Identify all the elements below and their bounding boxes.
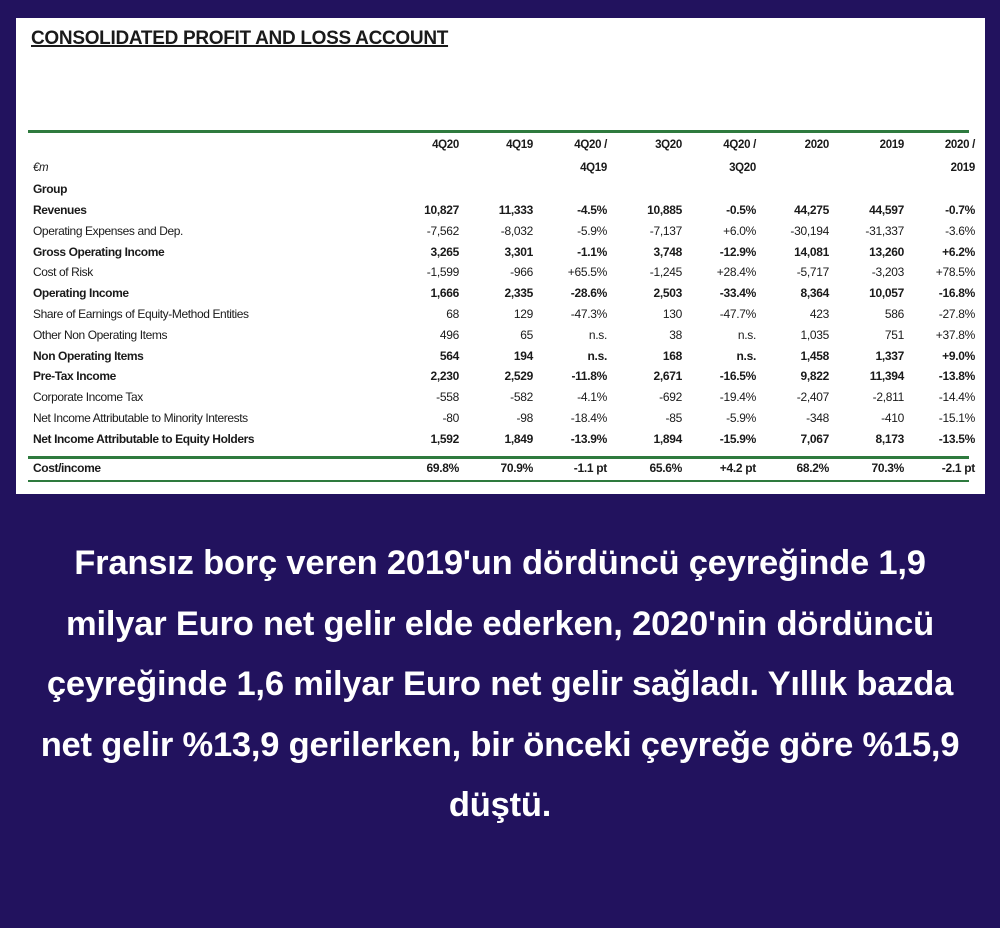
top-rule xyxy=(28,130,969,133)
col-header-4q20-3q20: 4Q20 / xyxy=(723,139,756,151)
row-label: Operating Income xyxy=(33,286,129,301)
table-cell: -31,337 xyxy=(865,223,904,238)
table-row xyxy=(28,283,975,303)
table-cell: -85 xyxy=(665,411,682,425)
table-row xyxy=(28,262,975,282)
row-label: Pre-Tax Income xyxy=(33,369,116,384)
table-cell: -8,032 xyxy=(500,223,533,238)
row-label: Net Income Attributable to Minority Interests xyxy=(33,411,248,425)
row-label: Other Non Operating Items xyxy=(33,327,168,342)
table-cell: n.s. xyxy=(588,327,607,342)
table-cell: 44,597 xyxy=(869,203,904,217)
footer-row xyxy=(28,458,975,478)
row-label: Non Operating Items xyxy=(33,348,144,363)
table-cell: 168 xyxy=(662,348,682,363)
table-cell: -13.9% xyxy=(570,431,607,446)
table-cell: 11,394 xyxy=(869,369,904,384)
row-label: Gross Operating Income xyxy=(33,244,165,259)
table-cell: -7,562 xyxy=(426,223,459,238)
table-cell: 1,458 xyxy=(800,348,829,363)
table-cell: -4.5% xyxy=(577,203,607,217)
table-cell: 7,067 xyxy=(800,431,829,446)
table-cell: -0.7% xyxy=(945,203,975,217)
col-header-3q20-sub: 3Q20 xyxy=(729,162,756,174)
table-cell: 423 xyxy=(809,307,829,321)
table-cell: 751 xyxy=(884,327,904,342)
table-cell: -28.6% xyxy=(570,286,607,301)
row-label: Cost of Risk xyxy=(33,265,93,280)
table-cell: -582 xyxy=(510,390,533,405)
column-header-row xyxy=(28,136,975,156)
row-label: Corporate Income Tax xyxy=(33,390,143,405)
table-cell: -18.4% xyxy=(570,411,607,425)
table-cell: n.s. xyxy=(736,348,756,363)
table-cell: -16.5% xyxy=(719,369,756,384)
table-cell: -2,811 xyxy=(872,390,904,405)
table-cell: -47.3% xyxy=(570,307,607,321)
col-header-4q19: 4Q19 xyxy=(506,139,533,151)
table-row xyxy=(28,325,975,345)
table-cell: -348 xyxy=(806,411,829,425)
footer-cell: 68.2% xyxy=(796,461,829,475)
table-row xyxy=(28,242,975,262)
table-cell: 1,592 xyxy=(430,431,459,446)
table-cell: 10,885 xyxy=(647,203,682,217)
table-cell: 3,301 xyxy=(504,244,533,259)
table-cell: 496 xyxy=(439,327,459,342)
table-cell: 564 xyxy=(439,348,459,363)
table-row xyxy=(28,200,975,220)
table-cell: +78.5% xyxy=(935,265,975,280)
table-row xyxy=(28,429,975,449)
table-cell: 44,275 xyxy=(794,203,829,217)
table-cell: -0.5% xyxy=(726,203,756,217)
table-cell: 65 xyxy=(520,327,533,342)
table-title: CONSOLIDATED PROFIT AND LOSS ACCOUNT xyxy=(31,28,449,49)
table-cell: -4.1% xyxy=(577,390,607,405)
table-cell: -5.9% xyxy=(726,411,756,425)
table-cell: 68 xyxy=(446,307,459,321)
footer-label: Cost/income xyxy=(33,461,101,475)
table-cell: 1,894 xyxy=(653,431,682,446)
table-cell: -3,203 xyxy=(871,265,904,280)
table-cell: -13.5% xyxy=(938,431,975,446)
footer-cell: -2.1 pt xyxy=(941,461,975,475)
table-cell: -12.9% xyxy=(719,244,756,259)
table-cell: -33.4% xyxy=(719,286,756,301)
footer-cell: 65.6% xyxy=(649,461,682,475)
table-cell: 13,260 xyxy=(869,244,904,259)
table-row xyxy=(28,408,975,428)
table-cell: 10,827 xyxy=(424,203,459,217)
table-cell: -16.8% xyxy=(938,286,975,301)
table-cell: 1,337 xyxy=(875,348,904,363)
table-cell: 10,057 xyxy=(869,286,904,301)
unit-label: €m xyxy=(33,162,49,174)
col-header-4q19-sub: 4Q19 xyxy=(580,162,607,174)
table-cell: 2,230 xyxy=(430,369,459,384)
footer-cell: +4.2 pt xyxy=(719,461,756,475)
pl-table-card xyxy=(16,18,985,494)
table-cell: 2,335 xyxy=(504,286,533,301)
table-cell: 1,849 xyxy=(504,431,533,446)
table-cell: +28.4% xyxy=(716,265,756,280)
table-cell: n.s. xyxy=(737,327,756,342)
table-cell: n.s. xyxy=(587,348,607,363)
table-cell: -5.9% xyxy=(577,223,607,238)
table-cell: 14,081 xyxy=(794,244,829,259)
row-label: Operating Expenses and Dep. xyxy=(33,223,183,238)
table-cell: -1,599 xyxy=(426,265,459,280)
table-cell: 9,822 xyxy=(800,369,829,384)
table-cell: 129 xyxy=(513,307,533,321)
table-row xyxy=(28,346,975,366)
table-cell: 2,529 xyxy=(504,369,533,384)
table-cell: -27.8% xyxy=(938,307,975,321)
col-header-2020: 2020 xyxy=(804,139,829,151)
row-label: Share of Earnings of Equity-Method Entities xyxy=(33,307,249,321)
table-cell: -80 xyxy=(442,411,459,425)
table-cell: -14.4% xyxy=(938,390,975,405)
table-cell: 2,671 xyxy=(653,369,682,384)
table-cell: +65.5% xyxy=(567,265,607,280)
table-cell: -98 xyxy=(516,411,533,425)
col-header-2019: 2019 xyxy=(879,139,904,151)
table-row xyxy=(28,387,975,407)
table-cell: -3.6% xyxy=(945,223,975,238)
footer-cell: -1.1 pt xyxy=(573,461,607,475)
table-cell: -1,245 xyxy=(649,265,682,280)
footer-cell: 70.9% xyxy=(500,461,533,475)
table-cell: -30,194 xyxy=(790,223,829,238)
table-cell: -15.9% xyxy=(719,431,756,446)
table-cell: 8,173 xyxy=(875,431,904,446)
col-header-4q20-4q19: 4Q20 / xyxy=(574,139,607,151)
table-cell: -47.7% xyxy=(719,307,756,321)
table-cell: -410 xyxy=(881,411,904,425)
col-header-3q20: 3Q20 xyxy=(655,139,682,151)
table-cell: -1.1% xyxy=(577,244,607,259)
column-header-row-2 xyxy=(28,159,975,179)
table-cell: +6.0% xyxy=(723,223,756,238)
table-cell: -11.8% xyxy=(571,369,607,384)
table-cell: +9.0% xyxy=(942,348,975,363)
table-cell: 2,503 xyxy=(653,286,682,301)
col-header-2020-2019: 2020 / xyxy=(944,139,975,151)
table-cell: -5,717 xyxy=(796,265,829,280)
table-row xyxy=(28,366,975,386)
table-cell: -15.1% xyxy=(938,411,975,425)
row-label: Revenues xyxy=(33,203,87,217)
table-cell: 11,333 xyxy=(498,203,533,217)
col-header-2019-sub: 2019 xyxy=(950,162,975,174)
table-cell: 1,035 xyxy=(800,327,829,342)
table-row xyxy=(28,304,975,324)
table-cell: 1,666 xyxy=(430,286,459,301)
table-cell: -966 xyxy=(510,265,533,280)
table-cell: -19.4% xyxy=(719,390,756,405)
table-cell: -2,407 xyxy=(796,390,829,405)
section-label-row xyxy=(28,179,969,199)
caption-text: Fransız borç veren 2019'un dördüncü çeyreğinde 1,9 milyar Euro net gelir elde ederken, 2020'nin dördüncü çeyreğinde 1,6 milyar Euro net gelir sağladı. Yıllık bazda net gelir %13,9 gerilerken, bir önceki çeyreğe göre %15,9 düştü. xyxy=(40,544,960,824)
end-rule xyxy=(28,480,969,482)
footer-cell: 70.3% xyxy=(871,461,904,475)
table-cell: 3,265 xyxy=(430,244,459,259)
table-cell: +6.2% xyxy=(942,244,975,259)
table-row xyxy=(28,221,975,241)
section-label: Group xyxy=(33,182,67,196)
table-cell: 3,748 xyxy=(653,244,682,259)
table-cell: 8,364 xyxy=(800,286,829,301)
table-cell: -13.8% xyxy=(938,369,975,384)
footer-cell: 69.8% xyxy=(426,461,459,475)
row-label: Net Income Attributable to Equity Holders xyxy=(33,431,255,446)
table-cell: -558 xyxy=(436,390,459,405)
table-cell: 586 xyxy=(884,307,904,321)
table-cell: -7,137 xyxy=(649,223,682,238)
table-cell: +37.8% xyxy=(935,327,975,342)
table-cell: 194 xyxy=(513,348,533,363)
table-cell: -692 xyxy=(659,390,682,405)
col-header-4q20: 4Q20 xyxy=(432,139,459,151)
table-cell: 130 xyxy=(662,307,682,321)
table-cell: 38 xyxy=(669,327,682,342)
